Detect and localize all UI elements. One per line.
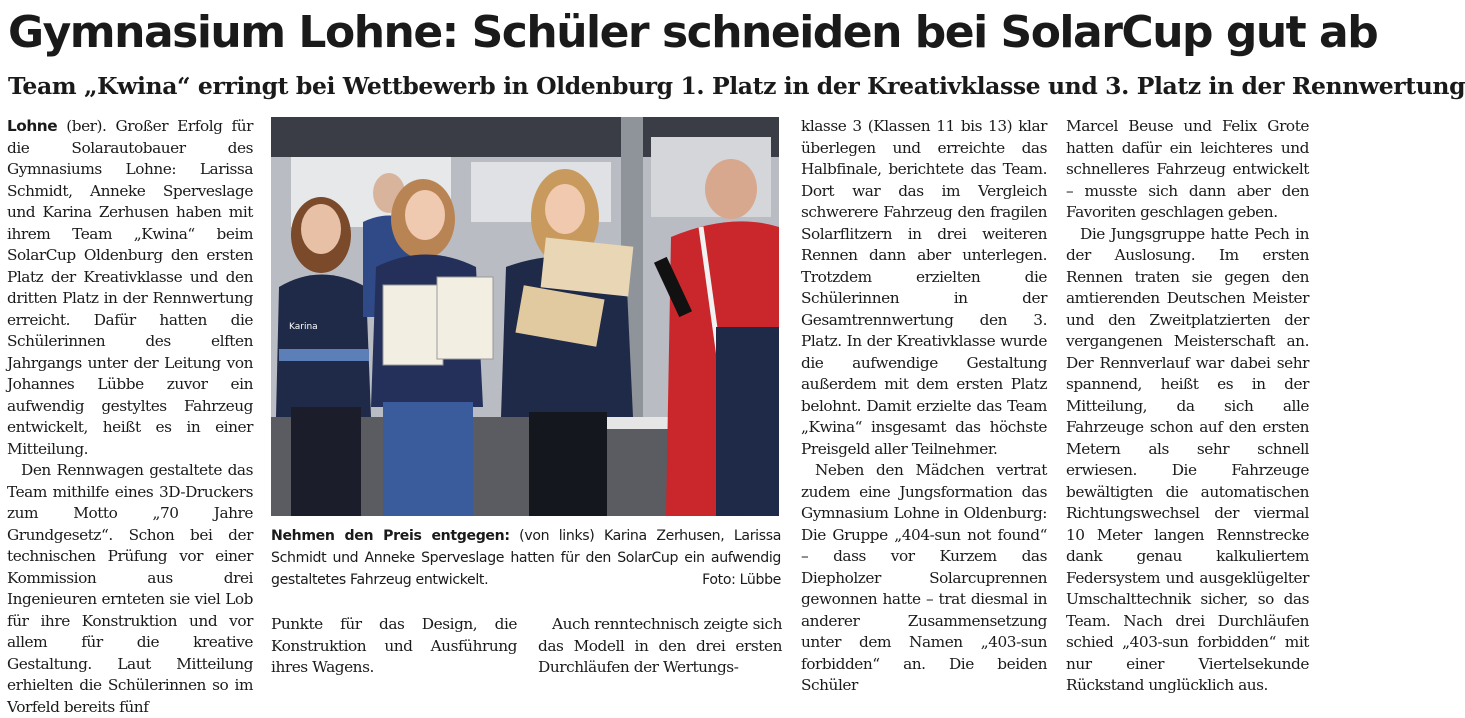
article-column-3	[801, 116, 1047, 697]
shirt-text: Karina	[289, 322, 318, 332]
body-paragraph: Punkte für das Design, die Konstruktion und Ausführung ihres Wagens.	[271, 615, 517, 676]
body-text: (ber). Großer Erfolg für die Solarautobauer des Gymnasiums Lohne: Larissa Schmidt, Anneke Sperveslage und Karina Zerhusen haben mit ihrem Team „Kwina“ beim SolarCup Oldenburg den ersten Platz der Kreativklasse und den dritten Platz in der Rennwertung erreicht. Dafür hatten die Schülerinnen des elften Jahrgangs unter der Leitung von Johannes Lübbe zuvor ein aufwendig gestyltes Fahrzeug entwickelt, heißt es in einer Mitteilung.	[7, 117, 253, 458]
body-paragraph: Die Jungsgruppe hatte Pech in der Auslosung. Im ersten Rennen traten sie gegen den amtierenden Deutschen Meister und den Zweitplatzierten der vergangenen Meisterschaft an. Der Rennverlauf war dabei sehr spannend, heißt es in der Mitteilung, da sich alle Fahrzeuge schon auf den ersten Metern als sehr schnell erwiesen. Die Fahrzeuge bewältigten die automatischen Richtungswechsel der viermal 10 Meter langen Rennstrecke dank genau kalkuliertem Federsystem und ausgeklügelter Umschalttechnik sicher, so das Team. Nach drei Durchläufen schied „403-sun forbidden“ mit nur einer Viertelsekunde Rückstand unglücklich aus.	[1066, 224, 1309, 694]
article-photo	[271, 117, 779, 516]
caption-text: (von links) Karina Zerhusen, Larissa Schmidt und Anneke Sperveslage hatten für den SolarCup ein aufwendig gestaltetes Fahrzeug entwickelt.	[271, 528, 781, 588]
article-column-1	[7, 116, 253, 718]
photo-caption	[271, 525, 781, 591]
body-paragraph: Marcel Beuse und Felix Grote hatten dafür ein leichteres und schnelleres Fahrzeug entwickelt – musste sich dann aber den Favoriten geschlagen geben.	[1066, 117, 1309, 221]
headline: Gymnasium Lohne: Schüler schneiden bei SolarCup gut ab	[8, 7, 1378, 58]
body-paragraph	[7, 116, 253, 460]
body-paragraph: Auch renntechnisch zeigte sich das Modell in den drei ersten Durchläufen der Wertungs-	[538, 615, 782, 676]
body-paragraph: Den Rennwagen gestaltete das Team mithilfe eines 3D-Druckers zum Motto „70 Jahre Grundgesetz“. Schon bei der technischen Prüfung vor einer Kommission aus drei Ingenieuren ernteten sie viel Lob für ihre Konstruktion und vor allem für die kreative Gestaltung. Laut Mitteilung erhielten die Schülerinnen so im Vorfeld bereits fünf	[7, 461, 253, 716]
body-paragraph: klasse 3 (Klassen 11 bis 13) klar überlegen und erreichte das Halbfinale, berichtete das Team. Dort war das im Vergleich schwerere Fahrzeug den fragilen Solarflitzern in drei weiteren Rennen dann aber unterlegen. Trotzdem erzielten die Schülerinnen in der Gesamtrennwertung den 3. Platz. In der Kreativklasse wurde die aufwendige Gestaltung außerdem mit dem ersten Platz belohnt. Damit erzielte das Team „Kwina“ insgesamt das höchste Preisgeld aller Teilnehmer.	[801, 117, 1047, 458]
caption-lead: Nehmen den Preis entgegen:	[271, 528, 510, 544]
photo-credit: Foto: Lübbe	[702, 572, 781, 588]
dateline: Lohne	[7, 117, 58, 135]
body-paragraph: Neben den Mädchen vertrat zudem eine Jungsformation das Gymnasium Lohne in Oldenburg: Die Gruppe „404-sun not found“ – dass vor Kurzem das Diepholzer Solarcuprennen gewonnen hatte – trat diesmal in anderer Zusammensetzung unter dem Namen „403-sun forbidden“ an. Die beiden Schüler	[801, 461, 1047, 694]
subheadline: Team „Kwina“ erringt bei Wettbewerb in Oldenburg 1. Platz in der Kreativklasse und 3. Platz in der Rennwertung	[8, 72, 1465, 100]
article-column-2b	[538, 614, 782, 679]
article-column-2a	[271, 614, 517, 679]
article-column-4	[1066, 116, 1309, 697]
photo-illustration	[271, 117, 779, 516]
